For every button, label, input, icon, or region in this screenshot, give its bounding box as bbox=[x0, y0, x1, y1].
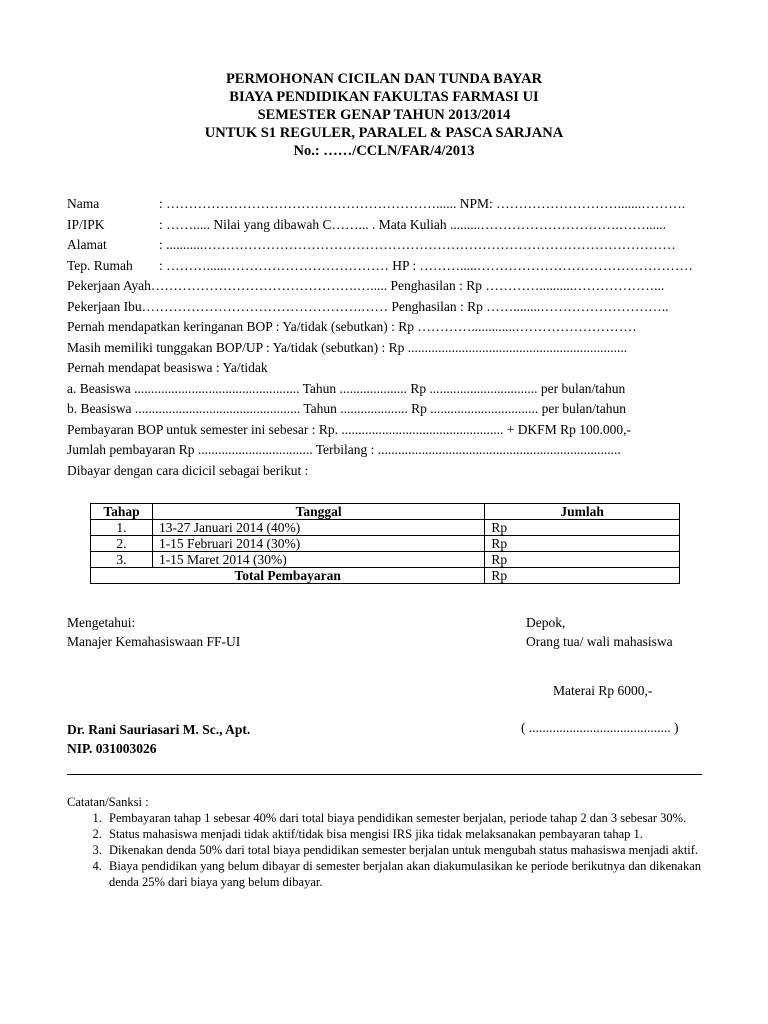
pekerjaan-ibu-field: Pekerjaan Ibu………………………………………….…… Penghasilan : Rp ……........……………………….. bbox=[67, 298, 669, 314]
table-row bbox=[91, 520, 680, 536]
cicilan-intro: Dibayar dengan cara dicicil sebagai berikut : bbox=[67, 462, 309, 478]
beasiswa-b-field: b. Beasiswa ................................................. Tahun .................... Rp ................................ per bulan/tahun bbox=[67, 401, 627, 416]
cell-tanggal: 1-15 Februari 2014 (30%) bbox=[152, 536, 484, 552]
total-value: Rp bbox=[485, 568, 680, 584]
title-line-4: UNTUK S1 REGULER, PARALEL & PASCA SARJANA bbox=[204, 125, 564, 141]
ipk-label: IP/IPK bbox=[67, 216, 105, 232]
notes-title: Catatan/Sanksi : bbox=[67, 795, 149, 809]
signature-left bbox=[67, 613, 240, 651]
beasiswa-a-field: a. Beasiswa ................................................. Tahun .................... Rp ................................ per bulan/tahun bbox=[67, 380, 626, 396]
header-jumlah: Jumlah bbox=[485, 504, 680, 520]
form-row-cicil bbox=[67, 461, 701, 482]
keringanan-field: Pernah mendapatkan keringanan BOP : Ya/tidak (sebutkan) : Rp ………….............……………………… bbox=[67, 319, 637, 334]
header-tahap: Tahap bbox=[91, 504, 153, 520]
notes-section bbox=[67, 794, 701, 890]
form-row-pekerjaan-ibu bbox=[67, 297, 701, 318]
form-row-beasiswa-a bbox=[67, 379, 701, 400]
notes-list bbox=[67, 810, 701, 890]
form-row-beasiswa bbox=[67, 358, 701, 379]
pekerjaan-ayah-field: Pekerjaan Ayah……………………………………….…..... Penghasilan : Rp …………..........………………... bbox=[67, 278, 665, 293]
table-header-row bbox=[91, 504, 680, 520]
cell-tanggal: 13-27 Januari 2014 (40%) bbox=[152, 520, 484, 536]
form-row-beasiswa-b bbox=[67, 399, 701, 420]
cell-jumlah: Rp bbox=[485, 520, 680, 536]
cell-tahap: 2. bbox=[91, 536, 153, 552]
nama-field: : ……………………………………………………...... NPM: ……………………….......………. bbox=[159, 196, 686, 211]
form-row-tunggakan bbox=[67, 338, 701, 359]
pembayaran-field: Pembayaran BOP untuk semester ini sebesar : Rp. ................................................ + DKFM Rp 100.000,- bbox=[67, 421, 631, 437]
mengetahui-label: Mengetahui: bbox=[67, 615, 136, 630]
signer-name: Dr. Rani Sauriasari M. Sc., Apt. bbox=[67, 722, 251, 737]
telepon-field: : ………......……………………………… HP : ……….....………………………………………… bbox=[159, 257, 693, 273]
jumlah-field: Jumlah pembayaran Rp .................................. Terbilang : ........................................................................ bbox=[67, 442, 621, 457]
form-row-jumlah bbox=[67, 440, 701, 461]
nama-label: Nama bbox=[67, 196, 100, 211]
table-row bbox=[91, 536, 680, 552]
list-item: 3. Dikenakan denda 50% dari total biaya pendidikan semester berjalan untuk mengubah status mahasiswa menjadi aktif. bbox=[105, 842, 701, 858]
form-row-ipk bbox=[67, 215, 701, 236]
signer-block bbox=[67, 720, 250, 758]
manajer-label: Manajer Kemahasiswaan FF-UI bbox=[67, 634, 241, 649]
cell-tahap: 1. bbox=[91, 520, 153, 536]
header-tanggal: Tanggal bbox=[152, 504, 484, 520]
list-item: 4. Biaya pendidikan yang belum dibayar di semester berjalan akan diakumulasikan ke periode berikutnya dan dikenakan denda 25% dari biaya yang belum dibayar. bbox=[105, 858, 701, 890]
cell-tanggal: 1-15 Maret 2014 (30%) bbox=[152, 552, 484, 568]
telepon-label: Tep. Rumah bbox=[67, 257, 133, 273]
guardian-signature-line: ( .......................................... ) bbox=[521, 720, 679, 735]
table-total-row bbox=[91, 568, 680, 584]
title-line-2: BIAYA PENDIDIKAN FAKULTAS FARMASI UI bbox=[229, 89, 539, 105]
signature-right bbox=[526, 613, 673, 651]
ipk-field: : ……..... Nilai yang dibawah C……... . Mata Kuliah .........………………………….……...... bbox=[159, 216, 666, 232]
beasiswa-field: Pernah mendapat beasiswa : Ya/tidak bbox=[67, 360, 268, 375]
form-row-telepon bbox=[67, 256, 701, 277]
signer-nip: NIP. 031003026 bbox=[67, 741, 157, 756]
divider bbox=[67, 774, 702, 775]
applicant-form bbox=[67, 194, 701, 481]
form-row-pekerjaan-ayah bbox=[67, 276, 701, 297]
installment-table bbox=[90, 503, 680, 584]
total-label: Total Pembayaran bbox=[91, 568, 485, 584]
title-line-1: PERMOHONAN CICILAN DAN TUNDA BAYAR bbox=[225, 71, 543, 87]
alamat-label: Alamat bbox=[67, 237, 107, 252]
cell-tahap: 3. bbox=[91, 552, 153, 568]
table-row bbox=[91, 552, 680, 568]
document-number: No.: ……/CCLN/FAR/4/2013 bbox=[293, 143, 475, 159]
cell-jumlah: Rp bbox=[485, 536, 680, 552]
form-row-nama bbox=[67, 194, 701, 215]
list-item: 2. Status mahasiswa menjadi tidak aktif/tidak bisa mengisi IRS jika tidak melaksanakan pembayaran tahap 1. bbox=[105, 826, 701, 842]
form-row-alamat bbox=[67, 235, 701, 256]
materai-label: Materai Rp 6000,- bbox=[553, 683, 653, 698]
alamat-field: : ...........…………………………………………………………………………………………… bbox=[159, 237, 676, 252]
tunggakan-field: Masih memiliki tunggakan BOP/UP : Ya/tidak (sebutkan) : Rp ................................................................. bbox=[67, 339, 628, 355]
guardian-label: Orang tua/ wali mahasiswa bbox=[526, 634, 673, 649]
place-date-label: Depok, bbox=[526, 615, 566, 630]
document-title bbox=[0, 70, 768, 160]
form-row-keringanan bbox=[67, 317, 701, 338]
cell-jumlah: Rp bbox=[485, 552, 680, 568]
title-line-3: SEMESTER GENAP TAHUN 2013/2014 bbox=[257, 107, 511, 123]
list-item: 1. Pembayaran tahap 1 sebesar 40% dari total biaya pendidikan semester berjalan, periode tahap 2 dan 3 sebesar 30%. bbox=[105, 810, 701, 826]
form-row-pembayaran bbox=[67, 420, 701, 441]
